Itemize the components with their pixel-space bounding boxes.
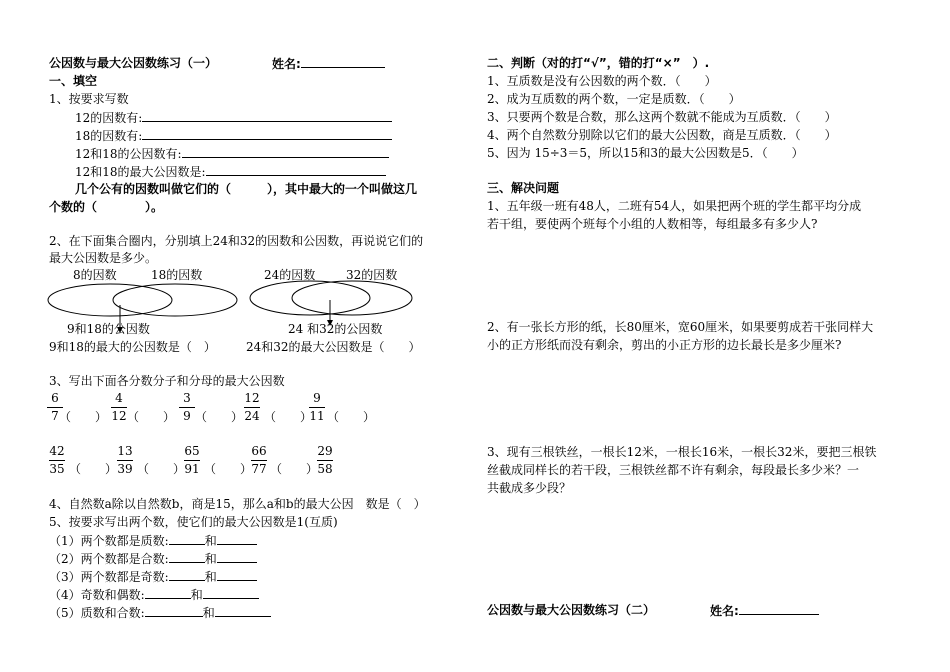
numerator: 6 bbox=[51, 391, 59, 405]
judge-item-4: 4、两个自然数分别除以它们的最大公因数，商是互质数．（ ） bbox=[487, 128, 837, 142]
denominator: 39 bbox=[117, 462, 133, 476]
name-label-text: 姓名: bbox=[272, 57, 301, 71]
q5-blank-b[interactable] bbox=[217, 533, 257, 545]
denominator: 7 bbox=[51, 409, 59, 423]
numerator: 3 bbox=[183, 391, 191, 405]
denominator: 24 bbox=[244, 409, 260, 423]
problem-3-line-2: 丝截成同样长的若干段，三根铁丝都不许有剩余，每段最长多少米？一 bbox=[487, 463, 860, 477]
fraction-12-24 bbox=[240, 392, 264, 423]
q5-blank-b[interactable] bbox=[217, 569, 257, 581]
question-4: 4、自然数a除以自然数b，商是15，那么a和b的最大公因 数是（ ） bbox=[49, 497, 426, 511]
section-fill-in-heading: 一、填空 bbox=[49, 74, 98, 88]
q5-item-1 bbox=[49, 533, 257, 548]
q1-definition-line-1: 几个公有的因数叫做它们的（ ），其中最大的一个叫做这几 bbox=[75, 182, 418, 196]
problem-1-line-2: 若干组，要使两个班每个小组的人数相等，每组最多有多少人? bbox=[487, 217, 818, 231]
q5-blank-a[interactable] bbox=[145, 587, 191, 599]
problem-2-line-1: 2、有一张长方形的纸，长80厘米，宽60厘米，如果要剪成若干张同样大 bbox=[487, 320, 874, 334]
q5-blank-b[interactable] bbox=[215, 605, 271, 617]
problem-3-line-1: 3、现有三根铁丝，一根长12米，一根长16米，一根长32米，要把三根铁 bbox=[487, 445, 877, 459]
judge-item-5: 5、因为 15÷3＝5，所以15和3的最大公因数是5．（ ） bbox=[487, 146, 804, 160]
q5-item-label: （4）奇数和偶数: bbox=[49, 588, 145, 602]
venn2-common-label: 24 和32的公因数 bbox=[288, 322, 383, 336]
q5-blank-a[interactable] bbox=[145, 605, 203, 617]
denominator: 91 bbox=[184, 462, 200, 476]
footer-name-text: 姓名: bbox=[710, 604, 739, 618]
q1-item-4-label: 12和18的最大公因数是: bbox=[75, 165, 206, 179]
venn1-right-circle bbox=[113, 284, 237, 316]
and-word: 和 bbox=[202, 606, 215, 620]
gcd-answer-7[interactable]: （ ） bbox=[137, 462, 186, 476]
and-word: 和 bbox=[190, 588, 203, 602]
question-2-line-2: 最大公因数是多少。 bbox=[49, 251, 158, 265]
venn1-left-label: 8的因数 bbox=[73, 268, 117, 282]
venn2-right-label: 32的因数 bbox=[346, 268, 398, 282]
problem-3-line-3: 共截成多少段？ bbox=[487, 481, 572, 495]
question-1: 1、按要求写数 bbox=[49, 92, 129, 106]
venn1-common-label: 9和18的公因数 bbox=[67, 322, 150, 336]
numerator: 13 bbox=[117, 444, 133, 458]
q5-item-2 bbox=[49, 551, 257, 566]
fraction-65-91 bbox=[180, 445, 204, 476]
numerator: 65 bbox=[184, 444, 200, 458]
q5-item-label: （2）两个数都是合数: bbox=[49, 552, 169, 566]
fraction-13-39 bbox=[113, 445, 137, 476]
gcd-answer-6[interactable]: （ ） bbox=[69, 462, 118, 476]
section-judge-heading: 二、判断（对的打“√”，错的打“×” ）. bbox=[487, 56, 710, 70]
question-2-line-1: 2、在下面集合圈内，分别填上24和32的因数和公因数，再说说它们的 bbox=[49, 234, 424, 248]
q5-item-label: （3）两个数都是奇数: bbox=[49, 570, 169, 584]
q5-item-4 bbox=[49, 587, 259, 602]
problem-2-line-2: 小的正方形纸而没有剩余，剪出的小正方形的边长最长是多少厘米? bbox=[487, 338, 842, 352]
q1-item-1-label: 12的因数有: bbox=[75, 111, 143, 125]
footer-name-label bbox=[710, 603, 819, 618]
and-word: 和 bbox=[204, 534, 217, 548]
q1-item-2-label: 18的因数有: bbox=[75, 129, 143, 143]
gcd-answer-8[interactable]: （ ） bbox=[204, 462, 253, 476]
denominator: 12 bbox=[111, 409, 127, 423]
q5-item-label: （5）质数和合数: bbox=[49, 606, 145, 620]
numerator: 66 bbox=[251, 444, 267, 458]
q5-blank-b[interactable] bbox=[203, 587, 259, 599]
judge-item-3: 3、只要两个数是合数，那么这两个数就不能成为互质数．（ ） bbox=[487, 110, 837, 124]
q5-item-3 bbox=[49, 569, 257, 584]
numerator: 12 bbox=[244, 391, 260, 405]
q1-definition-line-2: 个数的（ ）。 bbox=[49, 200, 164, 214]
gcd-answer-3[interactable]: （ ） bbox=[195, 410, 244, 424]
denominator: 58 bbox=[317, 462, 333, 476]
numerator: 4 bbox=[115, 391, 123, 405]
gcd-answer-1[interactable]: （ ） bbox=[59, 410, 108, 424]
venn1-answer: 9和18的最大的公因数是（ ） bbox=[49, 340, 216, 354]
question-5: 5、按要求写出两个数，使它们的最大公因数是1(互质) bbox=[49, 515, 338, 529]
judge-item-1: 1、互质数是没有公因数的两个数．（ ） bbox=[487, 74, 717, 88]
numerator: 29 bbox=[317, 444, 333, 458]
numerator: 42 bbox=[49, 444, 65, 458]
question-3: 3、写出下面各分数分子和分母的最大公因数 bbox=[49, 374, 285, 388]
judge-item-2: 2、成为互质数的两个数，一定是质数．（ ） bbox=[487, 92, 741, 106]
q5-blank-a[interactable] bbox=[169, 551, 205, 563]
worksheet-2-title: 公因数与最大公因数练习（二） bbox=[487, 603, 656, 617]
q5-blank-a[interactable] bbox=[169, 533, 205, 545]
q5-blank-b[interactable] bbox=[217, 551, 257, 563]
and-word: 和 bbox=[204, 552, 217, 566]
gcd-answer-5[interactable]: （ ） bbox=[327, 410, 376, 424]
gcd-answer-9[interactable]: （ ） bbox=[270, 462, 319, 476]
footer-name-blank[interactable] bbox=[739, 603, 819, 615]
and-word: 和 bbox=[204, 570, 217, 584]
fraction-29-58 bbox=[313, 445, 337, 476]
venn2-answer: 24和32的最大公因数是（ ） bbox=[246, 340, 421, 354]
denominator: 9 bbox=[183, 409, 191, 423]
venn1-left-circle bbox=[48, 284, 172, 316]
denominator: 11 bbox=[309, 409, 325, 423]
gcd-answer-4[interactable]: （ ） bbox=[264, 410, 313, 424]
fraction-42-35 bbox=[45, 445, 69, 476]
fraction-66-77 bbox=[247, 445, 271, 476]
q5-item-5 bbox=[49, 605, 271, 620]
q5-item-label: （1）两个数都是质数: bbox=[49, 534, 169, 548]
venn2-left-label: 24的因数 bbox=[264, 268, 316, 282]
problem-1-line-1: 1、五年级一班有48人，二班有54人，如果把两个班的学生都平均分成 bbox=[487, 199, 862, 213]
fraction-9-11 bbox=[305, 392, 329, 423]
section-problems-heading: 三、解决问题 bbox=[487, 181, 560, 195]
denominator: 35 bbox=[49, 462, 65, 476]
denominator: 77 bbox=[251, 462, 267, 476]
venn1-right-label: 18的因数 bbox=[151, 268, 203, 282]
q1-item-3-label: 12和18的公因数有: bbox=[75, 147, 182, 161]
worksheet-1-title: 公因数与最大公因数练习（一） bbox=[49, 56, 218, 70]
q5-blank-a[interactable] bbox=[169, 569, 205, 581]
numerator: 9 bbox=[313, 391, 321, 405]
gcd-answer-2[interactable]: （ ） bbox=[127, 410, 176, 424]
